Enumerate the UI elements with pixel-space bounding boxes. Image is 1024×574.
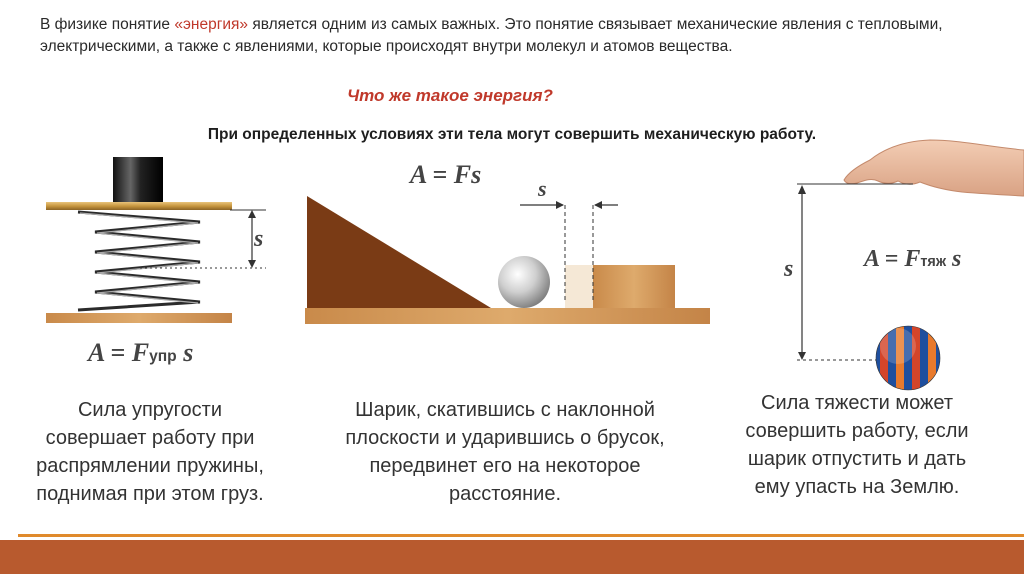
ghost-block [565, 265, 593, 308]
inclined-plane [307, 196, 491, 308]
floor-board [305, 308, 710, 324]
caption-line: поднимая при этом груз. [36, 483, 264, 505]
spring-s-label: s [254, 226, 264, 252]
intro-text-end: является одним из самых важных. Это понятие связывает механические явления с тепловыми, электрическими, а также с явлениями, которые происходят внутри молекул и атомов вещества. [40, 16, 943, 55]
weight-block [113, 157, 163, 203]
question-heading: Что же такое энергия? [347, 86, 553, 105]
incline-s-label: s [538, 176, 547, 201]
spring-formula [88, 338, 193, 368]
incline-caption [305, 396, 705, 508]
caption-line: совершает работу при [45, 427, 255, 449]
gravity-s-label: s [784, 256, 794, 282]
spring-formula-tail: s [176, 338, 194, 367]
gravity-formula-sub: тяж [920, 254, 947, 270]
caption-line: ему упасть на Землю. [754, 476, 960, 498]
intro-text-start: В физике понятие [40, 16, 175, 33]
caption-line: передвинет его на некоторое [369, 455, 641, 477]
caption-line: расстояние. [448, 483, 562, 505]
spring-formula-sub: упр [149, 348, 177, 365]
caption-line: Шарик, скатившись с наклонной [355, 399, 655, 421]
spring-scene [46, 157, 266, 323]
top-plate [46, 202, 232, 210]
rolling-ball [498, 256, 550, 308]
footer-bar [0, 540, 1024, 574]
gravity-formula-main: A = F [864, 246, 921, 272]
caption-line: плоскости и ударившись о брусок, [345, 427, 665, 449]
spring-caption [0, 396, 300, 508]
caption-line: распрямлении пружины, [36, 455, 264, 477]
base-plate [46, 313, 232, 323]
gravity-formula [864, 246, 961, 273]
footer-accent-line [18, 534, 1024, 537]
caption-line: Сила тяжести может [761, 392, 953, 414]
wood-block [593, 265, 675, 308]
caption-line: совершить работу, если [745, 420, 969, 442]
striped-ball [876, 326, 940, 390]
caption-line: шарик отпустить и дать [747, 448, 967, 470]
caption-line: Сила упругости [77, 399, 222, 421]
incline-formula: A = Fs [410, 160, 482, 189]
gravity-caption [712, 389, 1002, 501]
spring-formula-main: A = F [88, 338, 150, 367]
intro-highlight: «энергия» [174, 16, 249, 33]
hand [844, 140, 1024, 196]
subheading: При определенных условиях эти тела могут совершить механическую работу. [207, 126, 817, 143]
gravity-formula-tail: s [946, 246, 962, 272]
incline-scene [305, 196, 710, 324]
